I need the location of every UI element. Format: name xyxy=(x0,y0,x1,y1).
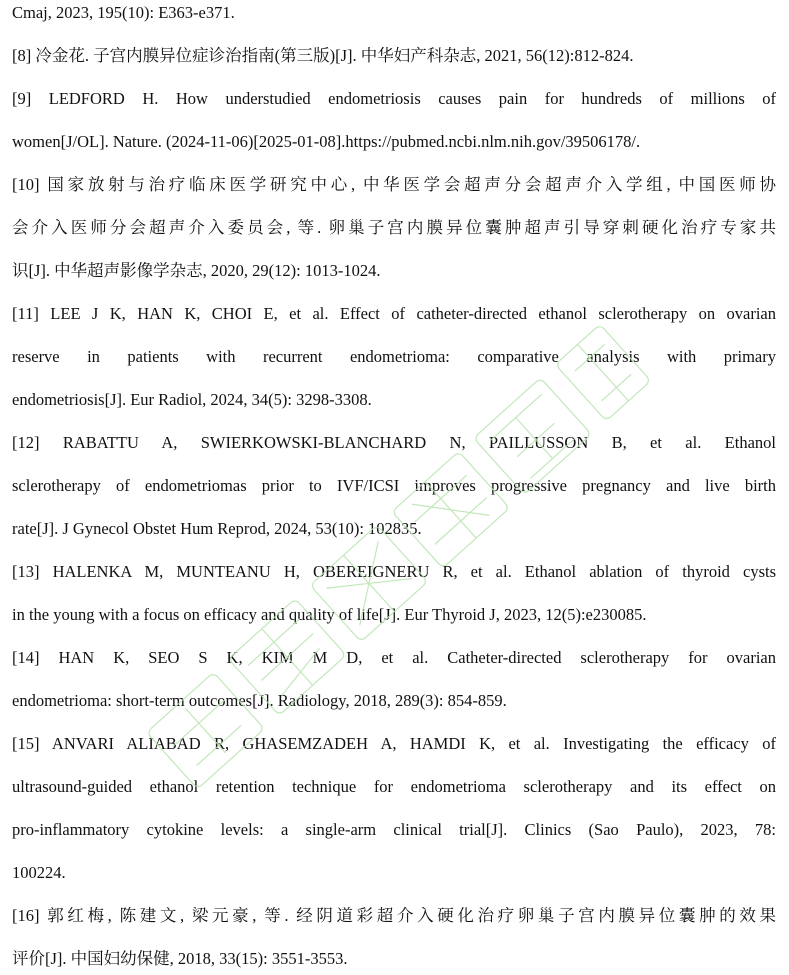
reference-15-line-4: 100224. xyxy=(12,863,66,882)
reference-8-line-1: [8] 冷金花. 子宫内膜异位症诊治指南(第三版)[J]. 中华妇产科杂志, 2021, 56(12):812-824. xyxy=(12,46,634,65)
reference-11-line-3: endometriosis[J]. Eur Radiol, 2024, 34(5): 3298-3308. xyxy=(12,390,372,409)
reference-12-line-3: rate[J]. J Gynecol Obstet Hum Reprod, 2024, 53(10): 102835. xyxy=(12,519,422,538)
reference-14-line-1: [14] HAN K, SEO S K, KIM M D, et al. Catheter-directed sclerotherapy for ovarian xyxy=(12,648,776,667)
reference-15-line-1: [15] ANVARI ALIABAD R, GHASEMZADEH A, HAMDI K, et al. Investigating the efficacy of xyxy=(12,734,776,753)
reference-16-line-2: 评价[J]. 中国妇幼保健, 2018, 33(15): 3551-3553. xyxy=(12,949,348,968)
reference-13-line-1: [13] HALENKA M, MUNTEANU H, OBEREIGNERU R, et al. Ethanol ablation of thyroid cysts xyxy=(12,562,776,581)
reference-9-line-1: [9] LEDFORD H. How understudied endometriosis causes pain for hundreds of millions of xyxy=(12,89,776,108)
reference-11-line-1: [11] LEE J K, HAN K, CHOI E, et al. Effect of catheter-directed ethanol sclerotherapy on ovarian xyxy=(12,304,776,323)
reference-10-line-1: [10] 国家放射与治疗临床医学研究中心, 中华医学会超声分会超声介入学组, 中国医师协 xyxy=(12,175,776,194)
reference-12-line-2: sclerotherapy of endometriomas prior to IVF/ICSI improves progressive pregnancy and live birth xyxy=(12,476,776,495)
reference-9-line-2: women[J/OL]. Nature. (2024-11-06)[2025-01-08].https://pubmed.ncbi.nlm.nih.gov/39506178/. xyxy=(12,132,641,151)
reference-16-line-1: [16] 郭红梅, 陈建文, 梁元豪, 等. 经阴道彩超介入硬化治疗卵巢子宫内膜异位囊肿的效果 xyxy=(12,906,776,925)
reference-14-line-2: endometrioma: short-term outcomes[J]. Radiology, 2018, 289(3): 854-859. xyxy=(12,691,507,710)
reference-15-line-2: ultrasound-guided ethanol retention technique for endometrioma sclerotherapy and its effect on xyxy=(12,777,776,796)
reference-15-line-3: pro-inflammatory cytokine levels: a single-arm clinical trial[J]. Clinics (Sao Paulo), 2023, 78: xyxy=(12,820,776,839)
reference-list xyxy=(12,0,776,975)
reference-10-line-2: 会介入医师分会超声介入委员会, 等. 卵巢子宫内膜异位囊肿超声引导穿刺硬化治疗专家共 xyxy=(12,218,776,237)
reference-12-line-1: [12] RABATTU A, SWIERKOWSKI-BLANCHARD N, PAILLUSSON B, et al. Ethanol xyxy=(12,433,776,452)
reference-13-line-2: in the young with a focus on efficacy and quality of life[J]. Eur Thyroid J, 2023, 12(5):e230085. xyxy=(12,605,647,624)
reference-11-line-2: reserve in patients with recurrent endometrioma: comparative analysis with primary xyxy=(12,347,776,366)
reference-7-line-1: Cmaj, 2023, 195(10): E363-e371. xyxy=(12,3,235,22)
reference-10-line-3: 识[J]. 中华超声影像学杂志, 2020, 29(12): 1013-1024. xyxy=(12,261,381,280)
